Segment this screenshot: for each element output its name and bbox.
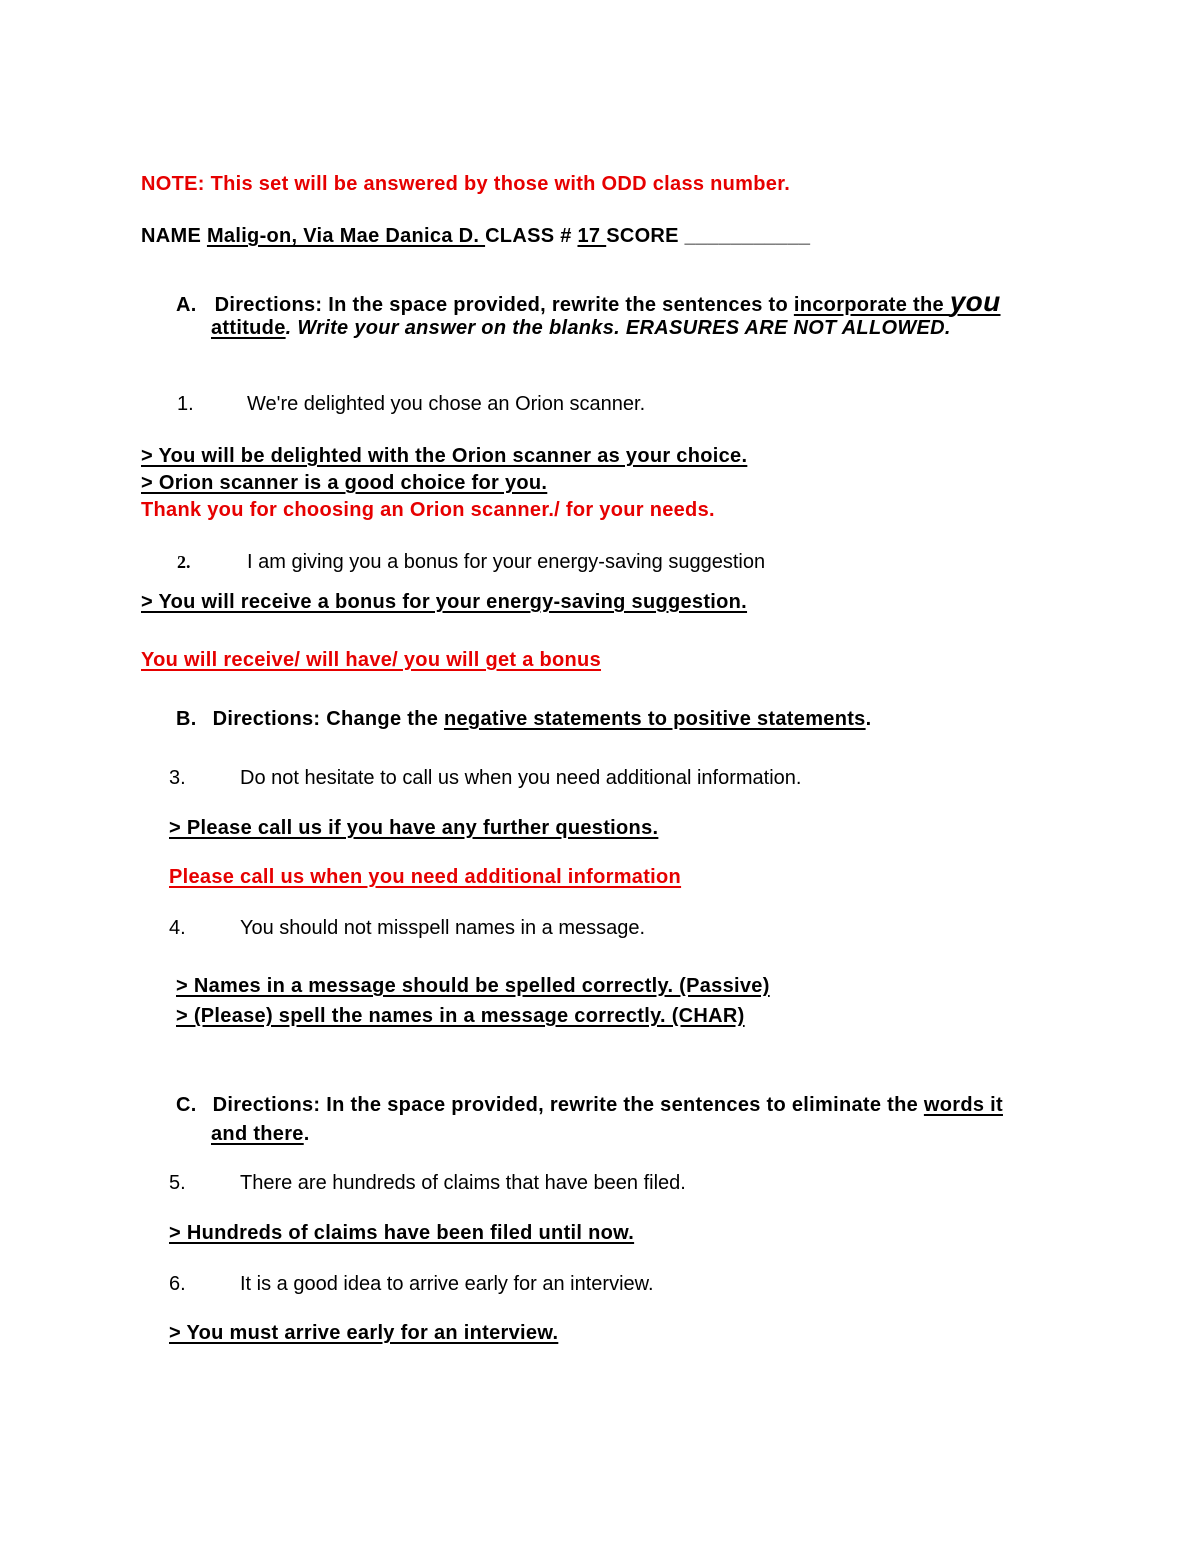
section-a-directions-you: you: [949, 286, 1001, 317]
section-a-directions-lead: Directions: In the space provided, rewrite the sentences to: [214, 294, 794, 316]
section-c-directions-underlined-2: and there: [211, 1123, 304, 1145]
section-a-directions-attitude: attitude: [211, 317, 286, 339]
section-a-directions-line1: [176, 288, 1001, 316]
name-label: NAME: [141, 225, 207, 247]
item-6-prompt-line: [169, 1274, 654, 1294]
item-3-prompt: Do not hesitate to call us when you need additional information.: [240, 767, 802, 789]
item-2-answer-1: > You will receive a bonus for your energy-saving suggestion.: [141, 591, 748, 613]
item-1-number: 1.: [177, 393, 194, 415]
item-4-prompt: You should not misspell names in a message.: [240, 917, 646, 939]
item-6-number: 6.: [169, 1273, 186, 1295]
section-c-letter: C.: [176, 1094, 197, 1116]
item-3-prompt-line: [169, 768, 801, 788]
item-1-prompt-line: [177, 394, 645, 414]
item-1-correction: Thank you for choosing an Orion scanner./ for your needs.: [141, 499, 715, 521]
item-4-answer-2: > (Please) spell the names in a message correctly. (CHAR): [176, 1005, 745, 1027]
section-a-directions-tail: . Write your answer on the blanks. ERASURES ARE NOT ALLOWED.: [285, 317, 951, 339]
item-3-answer-1: > Please call us if you have any further questions.: [169, 817, 659, 839]
item-5-prompt: There are hundreds of claims that have been filed.: [240, 1172, 686, 1194]
section-b-letter: B.: [176, 708, 197, 730]
item-3-correction: Please call us when you need additional information: [169, 866, 682, 888]
section-c-directions-tail: .: [303, 1123, 310, 1145]
section-c-directions-lead: Directions: In the space provided, rewrite the sentences to eliminate the: [212, 1094, 924, 1116]
item-2-number: 2.: [177, 552, 191, 572]
item-2-prompt-line: [177, 552, 765, 572]
section-a-directions-underlined: incorporate the: [793, 294, 950, 316]
item-6-prompt: It is a good idea to arrive early for an interview.: [240, 1273, 654, 1295]
name-value: Malig-on, Via Mae Danica D.: [206, 225, 486, 247]
item-6-answer-1: > You must arrive early for an interview.: [169, 1322, 559, 1344]
item-4-answer-1: > Names in a message should be spelled correctly. (Passive): [176, 975, 770, 997]
section-b-directions: [176, 709, 871, 729]
section-c-directions-underlined-1: words it: [923, 1094, 1003, 1116]
item-2-prompt: I am giving you a bonus for your energy-saving suggestion: [247, 551, 766, 573]
section-c-directions-line1: [176, 1095, 1003, 1115]
score-label: SCORE: [606, 225, 685, 247]
note-line: NOTE: This set will be answered by those with ODD class number.: [141, 173, 791, 195]
section-b-directions-lead: Directions: Change the: [212, 708, 444, 730]
section-a-letter: A.: [176, 294, 197, 316]
section-a-directions-line2: [211, 318, 951, 338]
class-value: 17: [577, 225, 607, 247]
section-c-directions-line2: [211, 1124, 310, 1144]
item-5-answer-1: > Hundreds of claims have been filed until now.: [169, 1222, 635, 1244]
header-line: [141, 226, 810, 246]
section-b-directions-tail: .: [865, 708, 872, 730]
item-4-prompt-line: [169, 918, 645, 938]
item-2-correction: You will receive/ will have/ you will get a bonus: [141, 649, 602, 671]
item-1-answer-1: > You will be delighted with the Orion scanner as your choice.: [141, 445, 748, 467]
item-3-number: 3.: [169, 767, 186, 789]
item-1-prompt: We're delighted you chose an Orion scanner.: [247, 393, 646, 415]
item-5-prompt-line: [169, 1173, 686, 1193]
item-4-number: 4.: [169, 917, 186, 939]
class-label: CLASS #: [485, 225, 578, 247]
item-1-answer-2: > Orion scanner is a good choice for you.: [141, 472, 548, 494]
section-b-directions-underlined: negative statements to positive statements: [443, 708, 866, 730]
score-blank: ___________: [684, 225, 811, 247]
item-5-number: 5.: [169, 1172, 186, 1194]
